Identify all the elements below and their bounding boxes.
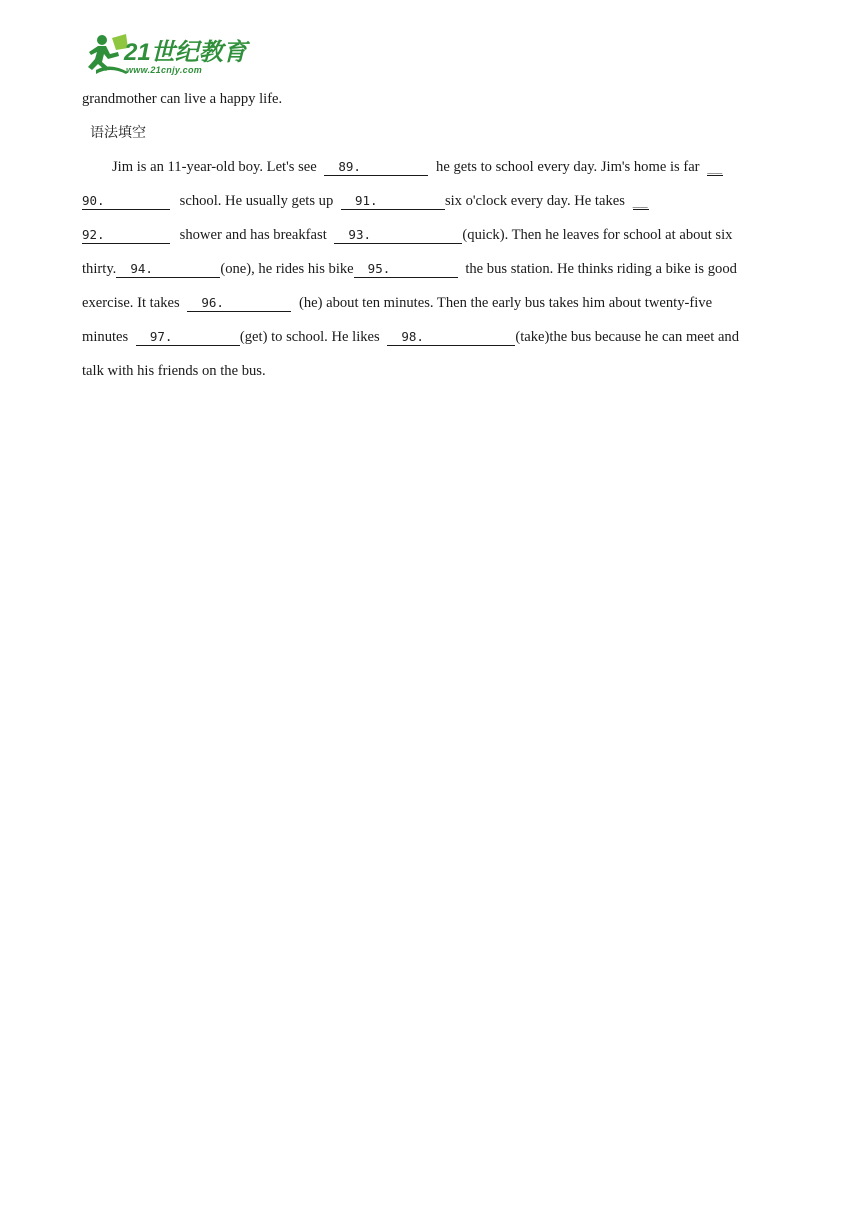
blank-91[interactable]: 91. — [341, 193, 445, 210]
site-logo — [76, 32, 246, 78]
passage-text: (one), he rides his bike — [220, 261, 354, 277]
blank-93[interactable]: 93. — [334, 227, 462, 244]
passage-text: exercise. It takes — [82, 295, 180, 311]
passage-text: shower and has breakfast — [179, 227, 327, 243]
blank-92[interactable]: 92. — [82, 227, 170, 244]
passage-line-3 — [82, 225, 732, 245]
blank-92-lead: __ — [632, 193, 648, 208]
passage-text: minutes — [82, 329, 129, 345]
passage-text: thirty. — [82, 261, 117, 277]
intro-line: grandmother can live a happy life. — [82, 91, 283, 107]
passage-text: (get) to school. He likes — [239, 329, 380, 345]
blank-90[interactable]: 90. — [82, 193, 170, 210]
passage-text: (he) about ten minutes. Then the early bus takes him about twenty-five — [298, 295, 713, 311]
passage-line-2 — [82, 191, 649, 211]
passage-text: he gets to school every day. Jim's home is far — [436, 159, 700, 175]
passage-line-7: talk with his friends on the bus. — [82, 363, 266, 379]
passage-line-1 — [112, 157, 723, 177]
passage-line-4 — [82, 259, 737, 279]
blank-95[interactable]: 95. — [354, 261, 458, 278]
passage-text: six o'clock every day. He takes — [444, 193, 625, 209]
passage-text: school. He usually gets up — [179, 193, 334, 209]
blank-90-lead: __ — [707, 159, 723, 174]
blank-89[interactable]: 89. — [324, 159, 428, 176]
passage-text: (take)the bus because he can meet and — [515, 329, 740, 345]
logo-text: 21世纪教育 — [124, 39, 247, 66]
blank-94[interactable]: 94. — [116, 261, 220, 278]
blank-98[interactable]: 98. — [387, 329, 515, 346]
blank-96[interactable]: 96. — [187, 295, 291, 312]
section-title: 语法填空 — [90, 125, 146, 141]
passage-text: Jim is an 11-year-old boy. Let's see — [112, 159, 317, 175]
passage-line-5 — [82, 293, 712, 313]
passage-text: the bus station. He thinks riding a bike is good — [465, 261, 737, 277]
passage-line-6 — [82, 327, 739, 347]
blank-97[interactable]: 97. — [136, 329, 240, 346]
passage-text: (quick). Then he leaves for school at about six — [462, 227, 733, 243]
logo-url: www.21cnjy.com — [126, 65, 203, 75]
